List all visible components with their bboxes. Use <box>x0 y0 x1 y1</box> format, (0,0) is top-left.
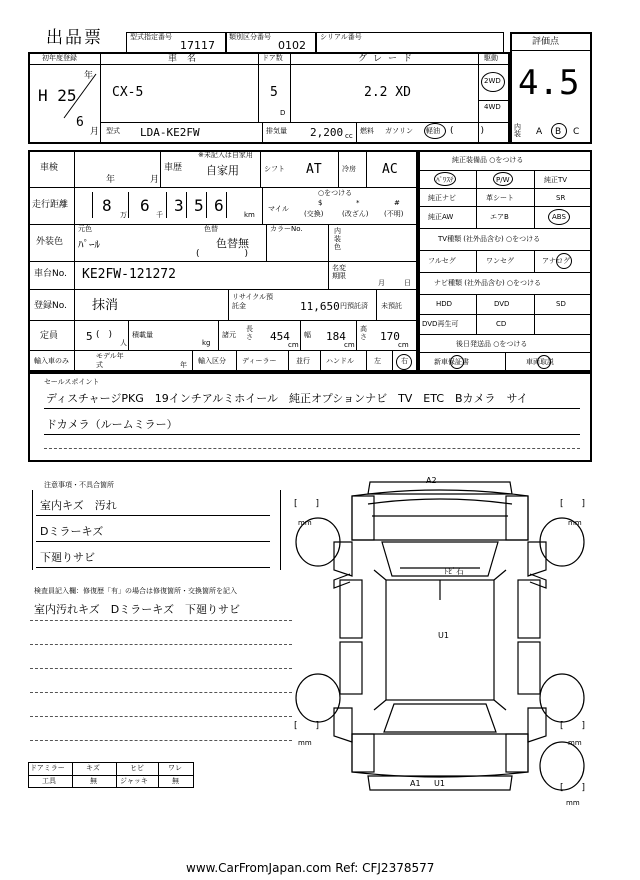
mileage-tamper-sym: * <box>356 199 360 207</box>
model-designation-label: 型式指定番号 <box>130 33 172 41</box>
later-title: 後日発送品 ○をつける <box>456 340 528 348</box>
later-warranty-circle <box>450 355 464 369</box>
nav-title: ナビ種類 (社外品含む) ○をつける <box>434 279 542 287</box>
import-label: 輸入車のみ <box>34 357 69 365</box>
note-item-2: Dミラーキズ <box>40 525 104 538</box>
nav-sd: SD <box>556 300 566 308</box>
legend-break: ワレ <box>168 764 182 772</box>
usage-note: ※未記入は自家用 <box>198 151 253 159</box>
label-u1-bottom: U1 <box>434 779 445 788</box>
color-paren: ( ) <box>196 249 249 259</box>
interior-c: C <box>573 127 580 137</box>
legend-tools: 工具 <box>42 777 56 785</box>
width-value: 184 <box>326 330 346 343</box>
handle-label: ハンドル <box>326 357 354 365</box>
fuel-label: 燃料 <box>360 127 374 135</box>
tire-mm-rear-left: mm <box>298 739 312 747</box>
car-name-label: 車名 <box>168 54 207 64</box>
mileage-circle-note: ○をつける <box>318 189 353 197</box>
ac-label: 冷房 <box>342 165 356 173</box>
capacity-label: 定員 <box>40 331 59 341</box>
tire-mm-spare: mm <box>566 799 580 807</box>
load-label: 積載量 <box>132 331 153 339</box>
handle-left: 左 <box>374 357 381 365</box>
first-reg-month: 6 <box>76 115 84 130</box>
legend-jack: ジャッキ <box>120 777 148 785</box>
equip-sunroof: SR <box>556 194 566 202</box>
inspector-label: 検査員記入欄：修復歴「有」の場合は修復箇所・交換箇所を記入 <box>34 587 237 595</box>
model-code-value: LDA-KE2FW <box>140 126 200 139</box>
name-change-day: 日 <box>404 279 411 287</box>
mileage-digit-1: 8 <box>102 196 112 215</box>
drive-label: 駆動 <box>484 54 498 62</box>
note-item-1: 室内キズ 汚れ <box>40 499 117 512</box>
recycle-no: 未預託 <box>381 302 402 310</box>
length-value: 454 <box>270 330 290 343</box>
recycle-unit: 円預託済 <box>340 302 368 310</box>
month-unit: 月 <box>90 127 100 137</box>
label-u1-center: U1 <box>438 631 449 640</box>
import-parallel: 並行 <box>296 357 310 365</box>
car-diagram <box>290 470 590 810</box>
legend-crack: ヒビ <box>130 764 144 772</box>
capacity-value: 5 <box>86 330 93 343</box>
fuel-diesel: 軽油 <box>426 127 440 135</box>
tv-analog: アナログ <box>542 257 570 265</box>
registration-label: 登録No. <box>34 301 67 311</box>
drive-2wd-circle <box>481 72 505 92</box>
score-value: 4.5 <box>518 63 580 103</box>
registration-value: 抹消 <box>92 298 119 313</box>
sales-point-line-1: ディスチャージPKG 19インチアルミホイール 純正オプションナビ TV ETC Bカメラ サイ <box>46 392 528 405</box>
equip-navi: 純正ナビ <box>428 194 456 202</box>
interior-b-circle <box>551 123 567 139</box>
equip-abs-circle <box>548 209 570 225</box>
car-name: CX-5 <box>112 85 144 100</box>
capacity-unit: 人 <box>120 339 127 347</box>
displacement-value: 2,200 <box>310 126 344 139</box>
shift-value: AT <box>306 162 322 177</box>
capacity-paren: ( ) <box>96 330 113 340</box>
legend-jack-value: 無 <box>172 777 179 785</box>
drive-2wd: 2WD <box>484 77 501 85</box>
width-unit: cm <box>344 341 355 349</box>
model-code-label: 型式 <box>106 127 120 135</box>
equip-power-window-circle <box>493 172 513 186</box>
mileage-sen: 千 <box>156 211 163 219</box>
model-year-unit: 年 <box>180 361 187 369</box>
model-designation-value: 17117 <box>180 39 215 52</box>
score-label: 評価点 <box>532 37 560 47</box>
tv-fullseg: フルセグ <box>428 257 456 265</box>
usage-label: 車歴 <box>164 163 183 173</box>
notes-label: 注意事項・不具合箇所 <box>44 481 114 489</box>
grade-label: グレード <box>358 54 419 64</box>
height-value: 170 <box>380 330 400 343</box>
page-title: 出品票 <box>46 28 103 48</box>
nav-hdd: HDD <box>436 300 453 308</box>
ac-value: AC <box>382 162 398 177</box>
color-number-label: 色替 <box>204 225 218 233</box>
fuel-diesel-circle <box>424 123 446 139</box>
tire-bracket-rear-left: [ ] <box>294 721 320 731</box>
nav-dvd-play: DVD再生可 <box>422 320 459 328</box>
equip-leather: 革シート <box>486 194 514 202</box>
tv-title: TV種類 (社外品含む) ○をつける <box>438 235 541 243</box>
length-unit: cm <box>288 341 299 349</box>
first-reg-year: H 25 <box>38 86 77 105</box>
model-year-label: モデル年式 <box>96 352 124 369</box>
mileage-digit-4: 5 <box>194 196 204 215</box>
mileage-tamper: (改ざん) <box>342 210 369 218</box>
nav-cd: CD <box>496 320 507 328</box>
size-label: 諸元 <box>222 331 236 339</box>
handle-right-circle <box>396 354 412 370</box>
mileage-unknown-sym: # <box>394 199 400 207</box>
sales-point-label: セールスポイント <box>44 378 100 386</box>
handle-right: 右 <box>401 357 408 365</box>
recycle-value: 11,650 <box>300 300 340 313</box>
length-label: 長さ <box>246 325 253 341</box>
shift-label: シフト <box>264 165 285 173</box>
mileage-mile: マイル <box>268 205 289 213</box>
interior-a: A <box>536 127 543 137</box>
doors-suffix: D <box>280 109 286 117</box>
height-label: 高さ <box>360 325 367 341</box>
name-change-label: 名変期限 <box>332 264 346 280</box>
load-unit: kg <box>202 339 211 347</box>
interior-b: B <box>555 127 562 137</box>
equip-power-steering-circle <box>434 172 456 186</box>
height-unit: cm <box>398 341 409 349</box>
footer-watermark: www.CarFromJapan.com Ref: CFJ2378577 <box>186 861 435 875</box>
fuel-paren: ( ) <box>450 126 485 136</box>
mileage-swap-sym: $ <box>318 199 323 207</box>
mileage-swap: (交換) <box>304 210 324 218</box>
color-no-label: カラーNo. <box>270 225 303 233</box>
serial-label: シリアル番号 <box>320 33 362 41</box>
notes-frame <box>32 490 280 570</box>
tv-oneseg: ワンセグ <box>486 257 514 265</box>
first-reg-slash <box>60 72 100 120</box>
label-stone-chip: ﾄﾋﾞ石 <box>444 567 464 576</box>
category-value: 0102 <box>278 39 306 52</box>
color-changed-value: 色替無 <box>216 237 249 250</box>
later-manual-circle <box>537 355 551 369</box>
drive-4wd: 4WD <box>484 103 501 111</box>
mileage-digit-3: 3 <box>174 196 184 215</box>
equip-aw: 純正AW <box>428 213 454 221</box>
year-unit: 年 <box>84 71 94 81</box>
legend-scratch: キズ <box>86 764 100 772</box>
tire-mm-front-right: mm <box>568 519 582 527</box>
mileage-digit-5: 6 <box>214 196 224 215</box>
import-class-label: 輸入区分 <box>198 357 226 365</box>
equip-power-window: P/W <box>496 176 510 184</box>
equip-airbag: エアB <box>490 213 509 221</box>
import-dealer: ディーラー <box>242 357 277 365</box>
inspector-line-1: 室内汚れキズ Dミラーキズ 下廻りサビ <box>34 603 241 616</box>
sales-point-line-2: ドカメラ（ルームミラー） <box>46 418 178 431</box>
equip-abs: ABS <box>552 213 566 221</box>
chassis-value: KE2FW-121272 <box>82 267 176 282</box>
chassis-label: 車台No. <box>34 269 67 279</box>
recycle-label: リサイクル預託金 <box>232 293 274 310</box>
later-manual: 車両取説 <box>526 358 554 366</box>
label-a2: A2 <box>426 476 437 485</box>
mileage-man: 万 <box>120 211 127 219</box>
interior-color-label: 内装色 <box>334 227 341 251</box>
tire-mm-front-left: mm <box>298 519 312 527</box>
tire-bracket-front-right: [ ] <box>560 499 586 509</box>
mileage-digit-2: 6 <box>140 196 150 215</box>
equip-power-steering: ﾊﾟﾜｽﾃ <box>436 176 454 184</box>
name-change-month: 月 <box>378 279 385 287</box>
equipment-title: 純正装備品 ○をつける <box>452 156 524 164</box>
mileage-unit: km <box>244 211 255 219</box>
mileage-unknown: (不明) <box>384 210 404 218</box>
mileage-label: 走行距離 <box>32 200 69 210</box>
orig-color-value: ﾊﾟｰﾙ <box>78 238 100 251</box>
shaken-label: 車検 <box>40 163 59 173</box>
label-a1-bottom: A1 <box>410 779 421 788</box>
legend-door-mirror: ドアミラー <box>30 764 65 772</box>
color-label: 外装色 <box>36 237 64 247</box>
legend-tools-value: 無 <box>90 777 97 785</box>
doors-value: 5 <box>270 85 278 100</box>
nav-dvd: DVD <box>494 300 510 308</box>
first-reg-label: 初年度登録 <box>42 54 77 62</box>
category-label: 類別区分番号 <box>229 33 271 41</box>
shaken-month: 月 <box>150 175 160 185</box>
orig-color-label: 元色 <box>78 225 92 233</box>
tv-analog-circle <box>556 253 572 269</box>
displacement-unit: cc <box>345 132 353 140</box>
shaken-year: 年 <box>106 175 116 185</box>
note-item-3: 下廻りサビ <box>40 551 95 564</box>
doors-label: ドア数 <box>262 54 283 62</box>
displacement-label: 排気量 <box>266 127 287 135</box>
equip-tv: 純正TV <box>544 176 568 184</box>
tire-bracket-rear-right: [ ] <box>560 721 586 731</box>
grade-value: 2.2 XD <box>364 85 411 100</box>
usage-value: 自家用 <box>206 164 239 177</box>
interior-label: 内装 <box>514 123 521 138</box>
width-label: 幅 <box>304 331 311 339</box>
later-warranty: 新車保証書 <box>434 358 469 366</box>
tire-mm-rear-right: mm <box>568 739 582 747</box>
tire-bracket-spare: [ ] <box>560 783 586 793</box>
tire-bracket-front-left: [ ] <box>294 499 320 509</box>
fuel-gasoline: ガソリン <box>385 127 413 135</box>
